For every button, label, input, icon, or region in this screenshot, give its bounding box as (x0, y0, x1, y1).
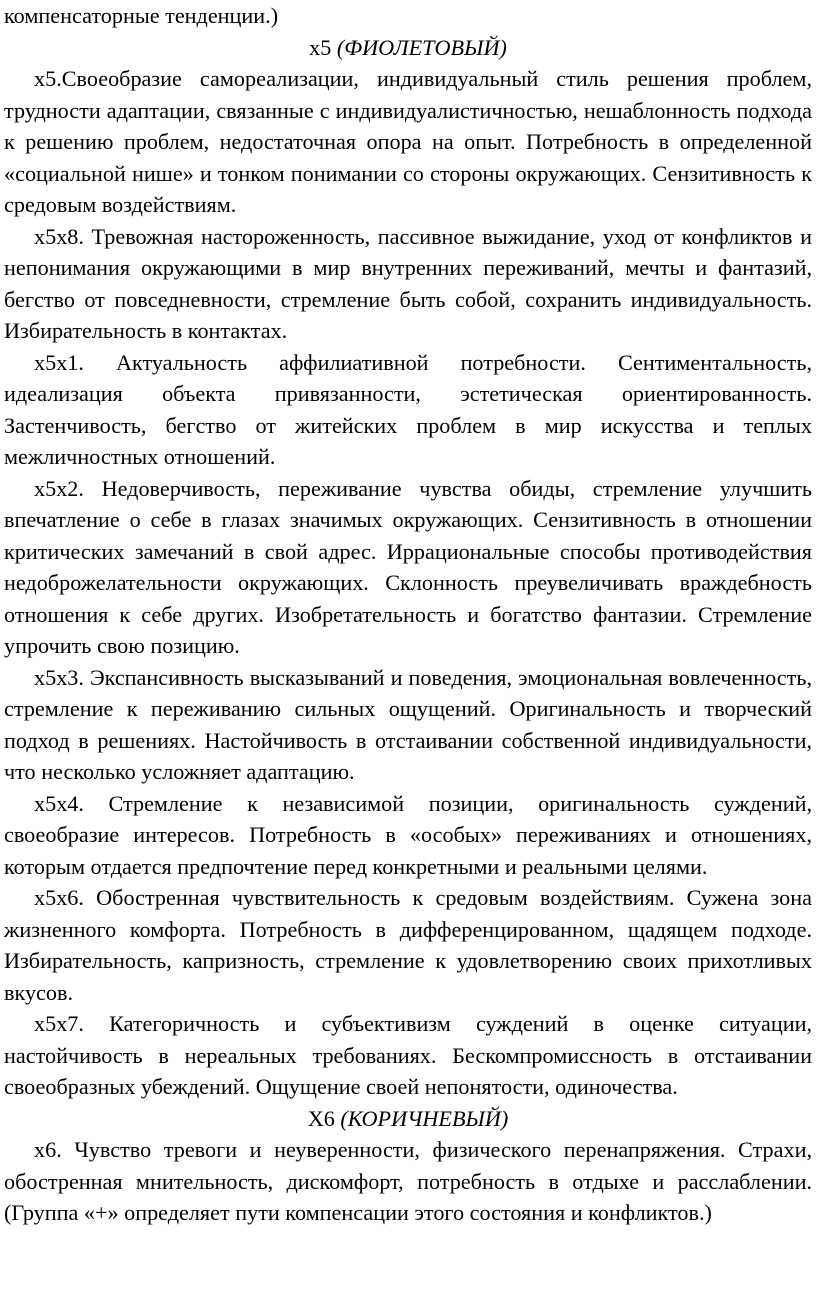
paragraph-x5x2: х5х2. Недоверчивость, переживание чувства обиды, стремление улучшить впечатление о себе в глазах значимых окружающих. Сензитивность в отношении критических замечаний в свой адрес. Иррациональные способы противодействия недоброжелательности окружающих. Склонность преувеличивать враждебность отношения к себе других. Изобретательность и богатство фантазии. Стремление упрочить свою позицию. (4, 475, 812, 658)
continued-text-line: компенсаторные тенденции.) (4, 3, 279, 28)
paragraph-x5x8: х5х8. Тревожная настороженность, пассивное выжидание, уход от конфликтов и непонимания окружающими в мир внутренних переживаний, мечты и фантазий, бегство от повседневности, стремление быть собой, сохранить индивидуальность. Избирательность в контактах. (4, 223, 812, 343)
heading-code: Х6 (307, 1105, 335, 1131)
heading-color-name: (КОРИЧНЕВЫЙ) (340, 1105, 509, 1131)
paragraph-x5x7: х5х7. Категоричность и субъективизм суждений в оценке ситуации, настойчивость в нереальных требованиях. Бескомпромиссность в отстаивании своеобразных убеждений. Ощущение своей непонятости, одиночества. (4, 1011, 812, 1099)
paragraph-x5x6: х5х6. Обостренная чувствительность к средовым воздействиям. Сужена зона жизненного комфорта. Потребность в дифференцированном, щадящем подходе. Избирательность, капризность, стремление к удовлетворению своих прихотливых вкусов. (4, 885, 812, 1005)
section-heading (4, 1103, 812, 1135)
section-x6 (4, 1103, 812, 1229)
heading-code: х5 (309, 34, 332, 60)
section-heading (4, 32, 812, 64)
paragraph-x5x3: х5х3. Экспансивность высказываний и поведения, эмоциональная вовлеченность, стремление к переживанию сильных ощущений. Оригинальность и творческий подход в решениях. Настойчивость в отстаивании собственной индивидуальности, что несколько усложняет адаптацию. (4, 664, 812, 784)
paragraph-x6: х6. Чувство тревоги и неуверенности, физического перенапряжения. Страхи, обостренная мнительность, дискомфорт, потребность в отдыхе и расслаблении. (Группа «+» определяет пути компенсации этого состояния и конфликтов.) (4, 1137, 812, 1225)
document-page (4, 0, 812, 1229)
paragraph-x5: х5.Своеобразие самореализации, индивидуальный стиль решения проблем, трудности адаптации, связанные с индивидуалистичностью, нешаблонность подхода к решению проблем, недостаточная опора на опыт. Потребность в определенной «социальной нише» и тонком понимании со стороны окружающих. Сензитивность к средовым воздействиям. (4, 66, 812, 217)
paragraph-x5x1: х5х1. Актуальность аффилиативной потребности. Сентиментальность, идеализация объекта привязанности, эстетическая ориентированность. Застенчивость, бегство от житейских проблем в мир искусства и теплых межличностных отношений. (4, 349, 812, 469)
paragraph-x5x4: х5х4. Стремление к независимой позиции, оригинальность суждений, своеобразие интересов. Потребность в «особых» переживаниях и отношениях, которым отдается предпочтение перед конкретными и реальными целями. (4, 790, 812, 879)
heading-color-name: (ФИОЛЕТОВЫЙ) (336, 34, 507, 60)
section-x5 (4, 32, 812, 1103)
